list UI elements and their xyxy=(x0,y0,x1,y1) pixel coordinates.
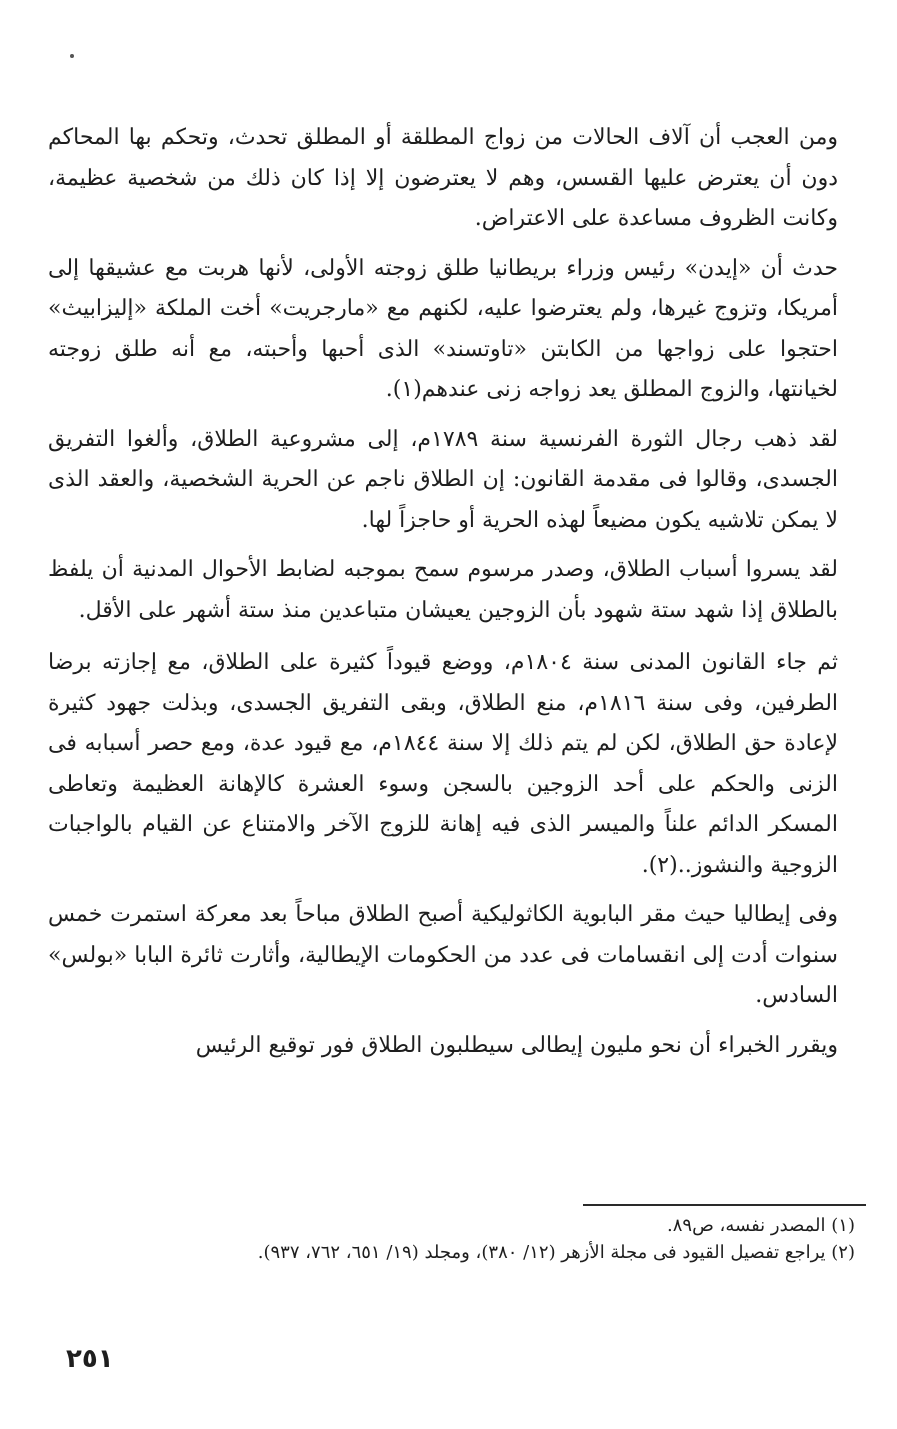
body-text xyxy=(48,118,838,1066)
footnote-1: (١) المصدر نفسه، ص٨٩. xyxy=(666,1215,855,1236)
paragraph-6: وفى إيطاليا حيث مقر البابوية الكاثوليكية أصبح الطلاق مباحاً بعد معركة استمرت خمس سنوات أدت إلى انقسامات فى عدد من الحكومات الإيطالية، وأثارت ثائرة البابا «بولس» السادس. xyxy=(48,902,838,1008)
paragraph-1: ومن العجب أن آلاف الحالات من زواج المطلقة أو المطلق تحدث، وتحكم بها المحاكم دون أن يعترض عليها القسس، وهم لا يعترضون إلا إذا كان ذلك من شخصية عظيمة، وكانت الظروف مساعدة على الاعتراض. xyxy=(48,125,838,231)
speck-mark xyxy=(70,54,74,58)
paragraph-2: حدث أن «إيدن» رئيس وزراء بريطانيا طلق زوجته الأولى، لأنها هربت مع عشيقها إلى أمريكا، وتزوج غيرها، ولم يعترضوا عليه، لكنهم مع «مارجريت» أخت الملكة «إليزابيث» احتجوا على زواجها من الكابتن «تاوتسند» الذى أحبها وأحبته، مع أنه طلق زوجته لخيانتها، والزوج المطلق يعد زواجه زنى عندهم(١). xyxy=(48,255,838,402)
page-number: ٢٥١ xyxy=(66,1344,114,1374)
paragraph-7: ويقرر الخبراء أن نحو مليون إيطالى سيطلبون الطلاق فور توقيع الرئيس xyxy=(195,1032,838,1058)
footnotes xyxy=(60,1212,855,1266)
footnote-divider xyxy=(583,1204,866,1206)
footnote-2: (٢) يراجع تفصيل القيود فى مجلة الأزهر (١٢/ ٣٨٠)، ومجلد (١٩/ ٦٥١، ٧٦٢، ٩٣٧). xyxy=(257,1242,855,1263)
paragraph-3: لقد ذهب رجال الثورة الفرنسية سنة ١٧٨٩م، إلى مشروعية الطلاق، وألغوا التفريق الجسدى، وقالوا فى مقدمة القانون: إن الطلاق ناجم عن الحرية الشخصية، والعقد الذى لا يمكن تلاشيه يكون مضيعاً لهذه الحرية أو حاجزاً لها. xyxy=(48,426,838,533)
paragraph-4: لقد يسروا أسباب الطلاق، وصدر مرسوم سمح بموجبه لضابط الأحوال المدنية أن يلفظ بالطلاق إذا شهد ستة شهود بأن الزوجين يعيشان متباعدين منذ ستة أشهر على الأقل. xyxy=(48,557,838,623)
paragraph-5: ثم جاء القانون المدنى سنة ١٨٠٤م، ووضع قيوداً كثيرة على الطلاق، مع إجازته برضا الطرفين، وفى سنة ١٨١٦م، منع الطلاق، وبقى التفريق الجسدى، وبذلت جهود كثيرة لإعادة حق الطلاق، لكن لم يتم ذلك إلا سنة ١٨٤٤م، مع قيود عدة، ومع حصر أسبابه فى الزنى والحكم على أحد الزوجين بالسجن وسوء العشرة كالإهانة العظيمة وتعاطى المسكر الدائم علناً والميسر الذى فيه إهانة للزوج الآخر والامتناع عن القيام بالواجبات الزوجية والنشوز..(٢). xyxy=(48,650,839,878)
